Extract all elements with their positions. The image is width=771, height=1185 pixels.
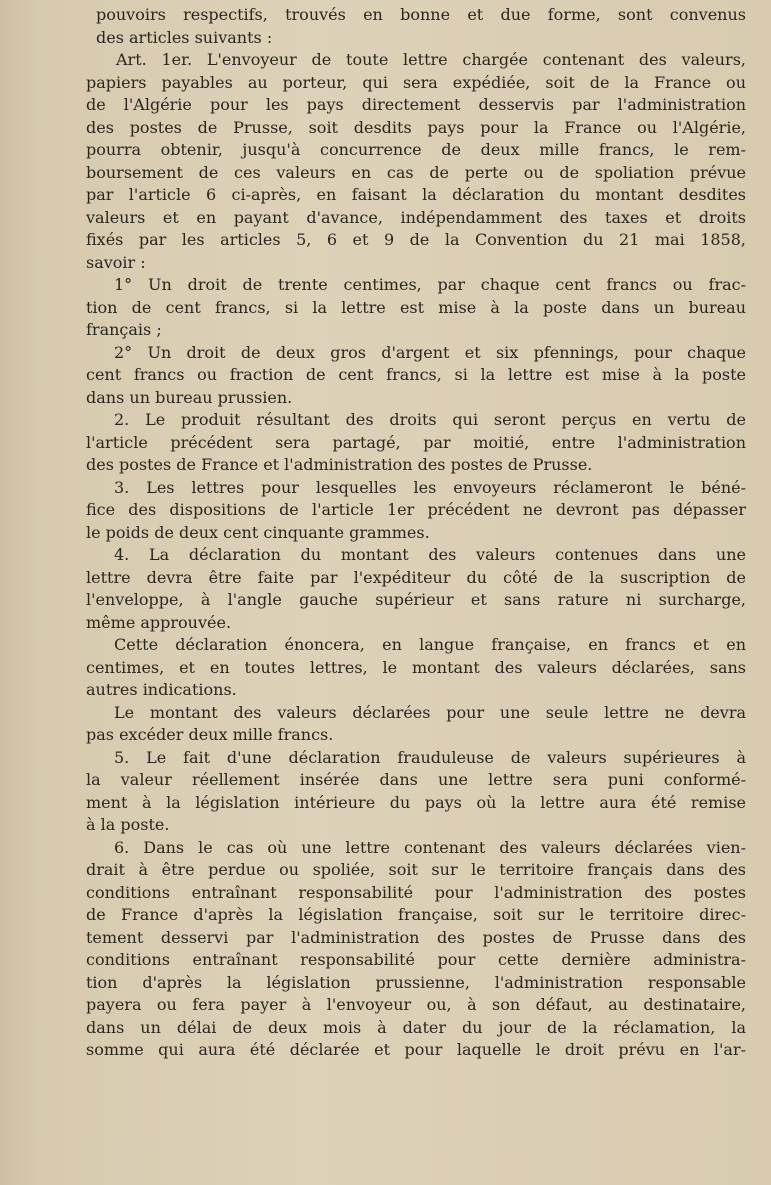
text-line: papiers payables au porteur, qui sera expédiée, soit de la France ou (86, 72, 746, 92)
text-line: fice des dispositions de l'article 1er précédent ne devront pas dépasser (86, 500, 746, 519)
text-line: autres indications. (86, 680, 237, 699)
text-line: valeurs et en payant d'avance, indépendamment des taxes et droits (86, 207, 746, 227)
text-line: fixés par les articles 5, 6 et 9 de la Convention du 21 mai 1858, (86, 230, 746, 249)
text-line: même approuvée. (86, 612, 232, 632)
text-line: 2. Le produit résultant des droits qui seront perçus en vertu de (114, 410, 746, 429)
text-line: Le montant des valeurs déclarées pour une seule lettre ne devra (114, 702, 746, 722)
text-line: 4. La déclaration du montant des valeurs contenues dans une (114, 545, 746, 564)
text-line: tement desservi par l'administration des postes de Prusse dans des (86, 927, 746, 947)
text-line: drait à être perdue ou spoliée, soit sur le territoire français dans des (86, 860, 746, 879)
text-line: français ; (86, 320, 162, 339)
text-line: par l'article 6 ci-après, en faisant la déclaration du montant desdites (86, 185, 746, 204)
body-text (86, 4, 746, 1062)
text-line: 5. Le fait d'une déclaration frauduleuse de valeurs supérieures à (114, 747, 746, 767)
text-line: lettre devra être faite par l'expéditeur du côté de la suscription de (86, 567, 746, 587)
text-line: 1° Un droit de trente centimes, par chaque cent francs ou frac- (114, 275, 746, 294)
text-line: ment à la législation intérieure du pays où la lettre aura été remise (86, 792, 746, 812)
text-line: l'article précédent sera partagé, par moitié, entre l'administration (86, 432, 746, 452)
text-line: savoir : (86, 252, 146, 272)
text-line: conditions entraînant responsabilité pour cette dernière administra- (86, 950, 746, 969)
text-line: des articles suivants : (96, 27, 273, 47)
text-line: 2° Un droit de deux gros d'argent et six pfennings, pour chaque (114, 342, 746, 362)
text-line: 6. Dans le cas où une lettre contenant des valeurs déclarées vien- (114, 837, 746, 857)
page-fold-shadow (0, 0, 40, 1185)
text-line: pas excéder deux mille francs. (86, 725, 334, 744)
text-line: des postes de Prusse, soit desdits pays pour la France ou l'Algérie, (86, 117, 746, 137)
text-line: dans un bureau prussien. (86, 387, 293, 407)
text-line: tion d'après la législation prussienne, l'administration responsable (86, 972, 746, 992)
text-line: de France d'après la législation française, soit sur le territoire direc- (86, 905, 746, 924)
text-line: des postes de France et l'administration des postes de Prusse. (86, 455, 593, 474)
text-line: payera ou fera payer à l'envoyeur ou, à son défaut, au destinataire, (86, 995, 746, 1014)
text-line: boursement de ces valeurs en cas de perte ou de spoliation prévue (86, 162, 746, 182)
text-line: Art. 1er. L'envoyeur de toute lettre chargée contenant des valeurs, (116, 50, 746, 69)
text-line: 3. Les lettres pour lesquelles les envoyeurs réclameront le béné- (114, 477, 746, 497)
text-line: à la poste. (86, 815, 170, 834)
text-line: somme qui aura été déclarée et pour laquelle le droit prévu en l'ar- (86, 1040, 746, 1059)
text-line: conditions entraînant responsabilité pour l'administration des postes (86, 882, 746, 902)
text-line: pouvoirs respectifs, trouvés en bonne et due forme, sont convenus (96, 5, 746, 24)
text-line: l'enveloppe, à l'angle gauche supérieur et sans rature ni surcharge, (86, 590, 746, 609)
text-line: dans un délai de deux mois à dater du jour de la réclamation, la (86, 1017, 746, 1037)
text-line: tion de cent francs, si la lettre est mise à la poste dans un bureau (86, 297, 746, 317)
text-line: Cette déclaration énoncera, en langue française, en francs et en (114, 635, 746, 654)
text-line: pourra obtenir, jusqu'à concurrence de deux mille francs, le rem- (86, 140, 746, 159)
text-line: cent francs ou fraction de cent francs, si la lettre est mise à la poste (86, 365, 746, 384)
text-line: de l'Algérie pour les pays directement desservis par l'administration (86, 95, 746, 114)
text-line: le poids de deux cent cinquante grammes. (86, 522, 430, 542)
text-line: la valeur réellement insérée dans une lettre sera puni conformé- (86, 770, 746, 789)
text-line: centimes, et en toutes lettres, le montant des valeurs déclarées, sans (86, 657, 746, 677)
